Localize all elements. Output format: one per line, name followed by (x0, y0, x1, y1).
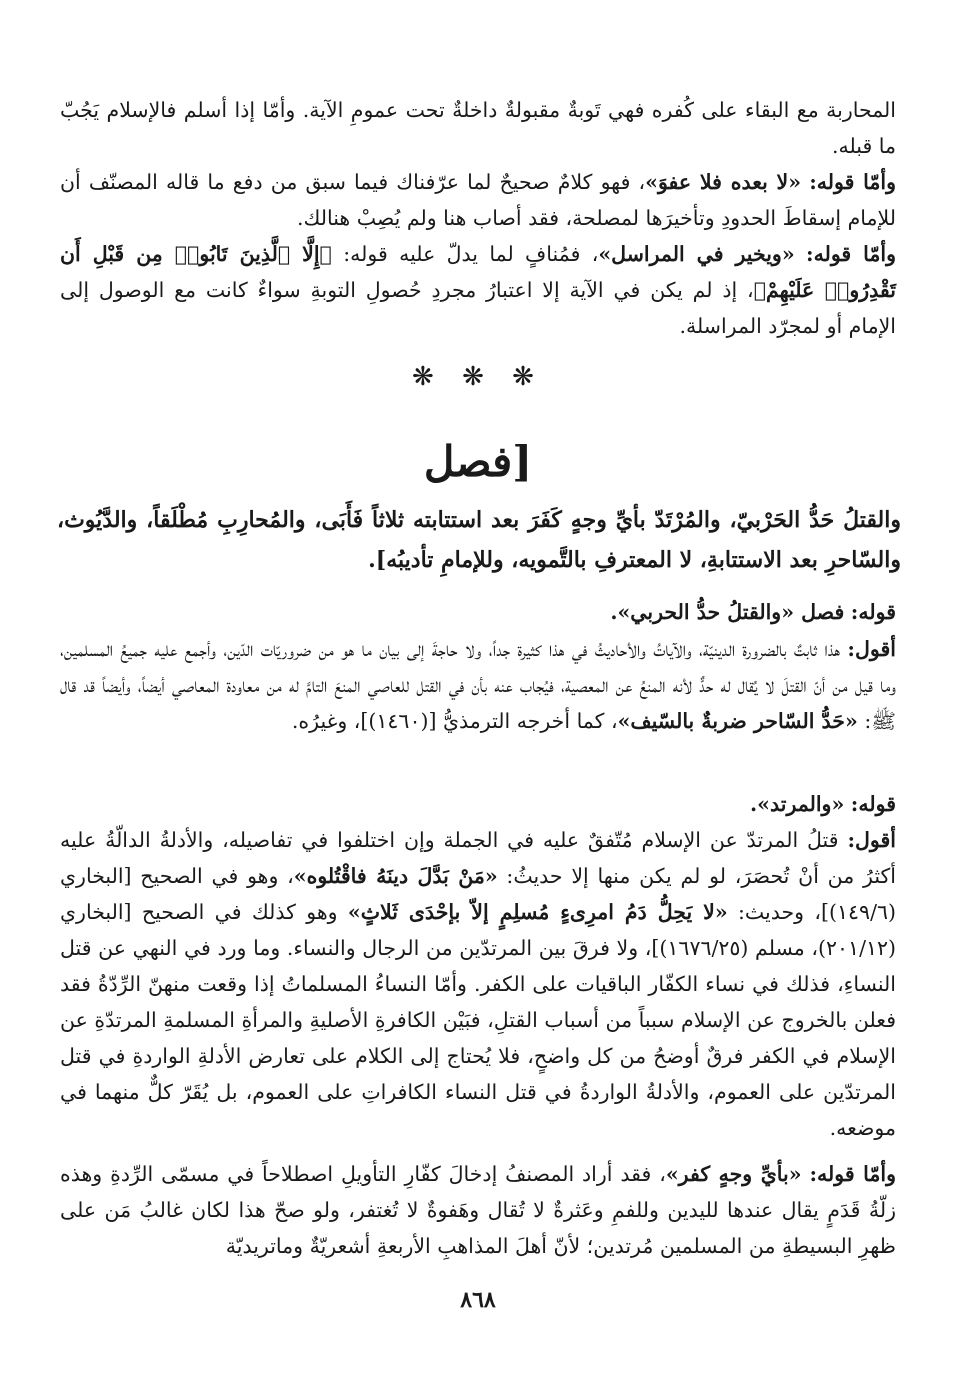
paragraph-lead: قوله: (850, 600, 896, 624)
section-heading: [فصل (423, 437, 533, 486)
quran-verse: ﴿إِلَّا ٱلَّذِينَ تَابُوا۟ مِن قَبْلِ أَن تَقْدِرُوا۟ عَلَيْهِمْ﴾ (60, 242, 896, 302)
paragraph-7-text-3: وهو كذلك في الصحيح [البخاري (٢٠١/١٢)، مسلم (١٦٧٦/٢٥)]، ولا فرقَ بين المرتدّين من الرجال والنساء. وما ورد في النهي عن قتل النساءِ، فذلك في نساء الكفّار الباقيات على الكفر. وأمّا النساءُ المسلماتُ إذا وقعت منهنّ الرِّدّةُ فقد فعلن بالخروج عن الإسلام سبباً من أسباب القتلِ، فبَيْن الكافرةِ الأصليةِ والمرأةِ المسلمةِ المرتدّةِ عن الإسلام في الكفر فرقٌ أوضحُ من كل واضحٍ، فلا يُحتاج إلى الكلام على تعارض الأدلةِ الواردةِ في قتل المرتدّين على العموم، والأدلةُ الواردةُ في قتل النساء الكافراتِ على العموم، بل يُقَرّ كلٌّ منهما في موضعه. (60, 900, 896, 1140)
paragraph-5 (60, 631, 896, 739)
paragraph-3 (60, 236, 896, 344)
paragraph-3-text-2: ، إذ لم يكن في الآية إلا اعتبارُ مجردِ حُصولِ التوبةِ سواءٌ كانت مع الوصول إلى الإمام أو لمجرّد المراسلة. (60, 278, 896, 338)
hadith-quote: «لا يَحِلُّ دَمُ امرِىءٍ مُسلِمٍ إلاّ بإحْدَى ثَلاثٍ» (347, 900, 728, 924)
paragraph-lead: وأمّا قوله: (806, 242, 897, 266)
quoted-phrase: «لا بعده فلا عفوَ» (645, 170, 802, 194)
paragraph-lead: قوله: (850, 792, 896, 816)
paragraph-3-text-1: ، فمُنافٍ لما يدلّ عليه قوله: (343, 242, 599, 266)
section-divider-stars: ❋ ❋ ❋ (412, 362, 544, 392)
paragraph-7 (60, 822, 896, 1146)
paragraph-5-text-2: ، كما أخرجه الترمذيُّ [(١٤٦٠)]، وغيرُه. (291, 709, 618, 733)
paragraph-6 (60, 786, 896, 822)
paragraph-lead: وأمّا قوله: (809, 1162, 896, 1186)
paragraph-8 (60, 1156, 896, 1264)
paragraph-lead: وأمّا قوله: (809, 170, 896, 194)
paragraph-6-text: «والمرتد». (750, 792, 845, 816)
paragraph-1-text: المحاربة مع البقاء على كُفره فهي تَوبةٌ مقبولةٌ داخلةٌ تحت عمومِ الآية. وأمّا إذا أسلم فالإسلام يَجُبّ ما قبله. (60, 98, 896, 158)
paragraph-lead: أقول: (847, 828, 896, 852)
page-number: ٨٦٨ (460, 1287, 496, 1313)
hadith-quote: «مَنْ بَدَّلَ دينَهُ فاقْتُلوه» (293, 864, 498, 888)
quoted-phrase: «بأيِّ وجهٍ كفر» (665, 1162, 802, 1186)
paragraph-4 (60, 594, 896, 630)
matn-text: والقتلُ حَدُّ الحَرْبيّ، والمُرْتَدّ بأيِّ وجهٍ كَفَرَ بعد استتابته ثلاثاً فَأَبَى، والمُحارِبِ مُطْلَقاً، والدَّيُوث، والسّاحرِ بعد الاستتابةِ، لا المعترفِ بالتَّمويه، وللإمامِ تأديبُه]. (57, 507, 901, 573)
paragraph-2 (60, 164, 896, 236)
paragraph-8-text: ، فقد أراد المصنفُ إدخالَ كفّارِ التأويلِ اصطلاحاً في مسمّى الرِّدةِ وهذه زلّةُ قَدَمٍ يقال عندها لليدين وللفمِ وعَثرةٌ لا تُقال وهَفوةٌ لا تُغتفر، ولو صحّ هذا لكان غالبُ مَن على ظهرِ البسيطةِ من المسلمين مُرتدين؛ لأنّ أهلَ المذاهبِ الأربعةِ أشعريّةٌ وماتريديّة (60, 1162, 896, 1258)
paragraph-7-text-1: قتلُ المرتدّ عن الإسلام مُتّفقٌ عليه في الجملة وإن اختلفوا في تفاصيله، والأدلةُ الدالّةُ عليه أكثرُ من أنْ تُحصَرَ، لو لم يكن منها إلا حديثُ: (60, 828, 896, 888)
hadith-quote: «حَدُّ السّاحر ضربةٌ بالسّيف» (617, 709, 858, 733)
paragraph-lead: أقول: (847, 637, 896, 661)
paragraph-1 (60, 92, 896, 164)
quoted-phrase: «ويخير في المراسل» (598, 242, 795, 266)
paragraph-2-text: ، فهو كلامٌ صحيحٌ لما عرّفناك فيما سبق من دفع ما قاله المصنّف أن للإمام إسقاطَ الحدودِ وتأخيرَها لمصلحة، فقد أصاب هنا ولم يُصِبْ هنالك. (60, 170, 896, 230)
paragraph-4-text: فصل «والقتلُ حدُّ الحربي». (610, 600, 845, 624)
paragraph-7-text-2: ، وهو في الصحيح [البخاري (١٤٩/٦)]، وحديث: (60, 864, 896, 924)
paragraph-5-text-1: هذا ثابتٌ بالضرورة الدينيّة، والآياتُ والأحاديثُ في هذا كثيرة جداً، ولا حاجةَ إلى بيان ما هو من ضروريّات الدّين، وأجمع عليه جميعُ المسلمين، وما قيل من أنّ القتلَ لا يُقال له حدٌّ لأنه المنعُ عن المعصية، فيُجاب عنه بأن في القتل للعاصي المنعَ التامَّ له من معاودة المعاصي أيضاً، وأيضاً قد قال ﷺ: (60, 637, 896, 733)
